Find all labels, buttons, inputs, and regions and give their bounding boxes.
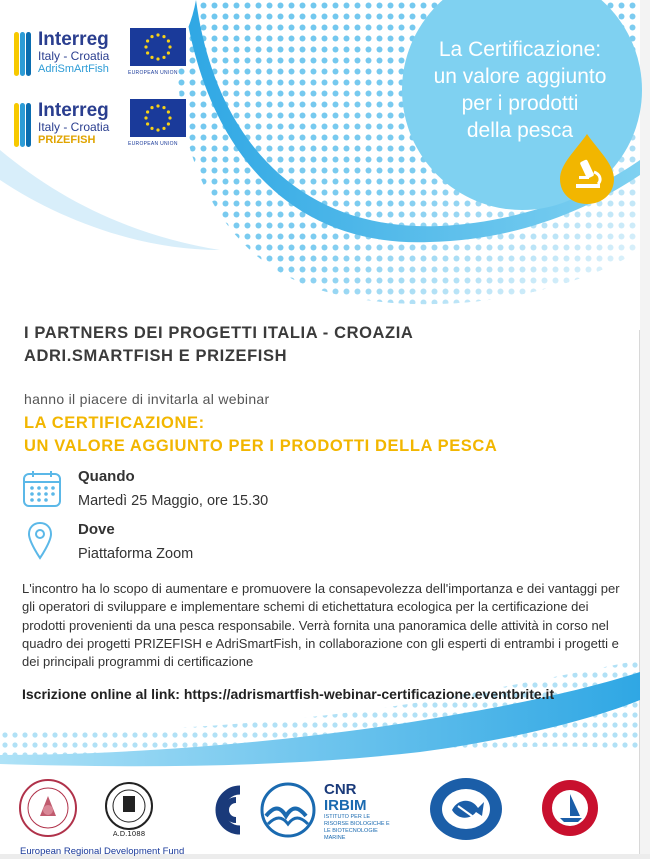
interreg-adrismartfish-logo: [14, 30, 194, 80]
eu-label: EUROPEAN UNION: [128, 70, 178, 76]
partners-heading: [24, 322, 413, 368]
msc-logo: [428, 776, 504, 842]
irbim-text: IRBIM: [324, 797, 367, 814]
where-value: Piattaforma Zoom: [78, 546, 194, 562]
logo-subtitle: Italy - Croatia: [38, 120, 110, 134]
when-label: Quando: [78, 468, 135, 485]
interreg-prizefish-logo: [14, 101, 194, 151]
webinar-title: [24, 412, 497, 458]
where-label: Dove: [78, 521, 115, 538]
when-value: Martedì 25 Maggio, ore 15.30: [78, 493, 269, 509]
friend-of-the-sea-logo: [540, 778, 600, 838]
cnr-text: CNR: [324, 781, 357, 798]
eu-label: EUROPEAN UNION: [128, 141, 178, 147]
logo-project: AdriSmArtFish: [38, 63, 109, 75]
partner-logos-row: [0, 770, 640, 850]
hero-title-line: per i prodotti: [461, 92, 579, 115]
logo-project: PRIZEFISH: [38, 134, 96, 146]
eu-flag-icon: [130, 28, 186, 66]
partners-line: ADRI.SMARTFISH E PRIZEFISH: [24, 347, 288, 365]
irbim-wave-logo: [258, 782, 318, 838]
logo-subtitle: Italy - Croatia: [38, 49, 110, 63]
irbim-full-name: ISTITUTO PER LE RISORSE BIOLOGICHE E LE BIOTECNOLOGIE MARINE: [324, 814, 390, 841]
webinar-title-line: LA CERTIFICAZIONE:: [24, 414, 205, 432]
bottom-wave-graphic: [0, 660, 640, 770]
signup-link[interactable]: Iscrizione online al link: https://adrismartfish-webinar-certificazione.eventbrite.it: [22, 686, 555, 702]
erdf-label: European Regional Development Fund: [20, 846, 185, 857]
partners-line: I PARTNERS DEI PROGETTI ITALIA - CROAZIA: [24, 324, 414, 342]
logo-title: Interreg: [38, 100, 109, 121]
hero-title-line: della pesca: [466, 119, 574, 142]
interreg-bars-icon: [14, 103, 32, 147]
invite-text: hanno il piacere di invitarla al webinar: [24, 391, 270, 407]
eu-flag-icon: [130, 99, 186, 137]
unizd-seal-logo: [18, 778, 78, 838]
page-frame-right: [639, 0, 650, 859]
webinar-title-line: UN VALORE AGGIUNTO PER I PRODOTTI DELLA PESCA: [24, 437, 498, 455]
unibo-seal-logo: [104, 778, 154, 838]
microscope-drop-icon: [556, 132, 618, 206]
description-paragraph: L'incontro ha lo scopo di aumentare e promuovere la consapevolezza dell'importanza e dei vantaggi per gli operatori di sviluppare e implementare schemi di etichettatura ecologica per la certificazione dei prodotti provenienti da una pesca responsabile. Verrà fornita una panoramica delle attività in corso nel quadro dei progetti PRIZEFISH e AdriSmartFish, in collaborazione con gli esperti di entrambi i progetti e dei principali programmi di certificazione: [22, 581, 620, 670]
logo-title: Interreg: [38, 29, 109, 50]
cnr-logo: [200, 782, 260, 838]
hero-title: [406, 36, 634, 144]
unibo-date: A.D.1088: [112, 830, 146, 838]
hero-title-line: un valore aggiunto: [433, 65, 607, 88]
calendar-icon: [22, 469, 62, 509]
interreg-bars-icon: [14, 32, 32, 76]
hero-title-line: La Certificazione:: [438, 38, 602, 61]
location-pin-icon: [27, 521, 53, 561]
cnr-irbim-wordmark: [324, 782, 404, 842]
